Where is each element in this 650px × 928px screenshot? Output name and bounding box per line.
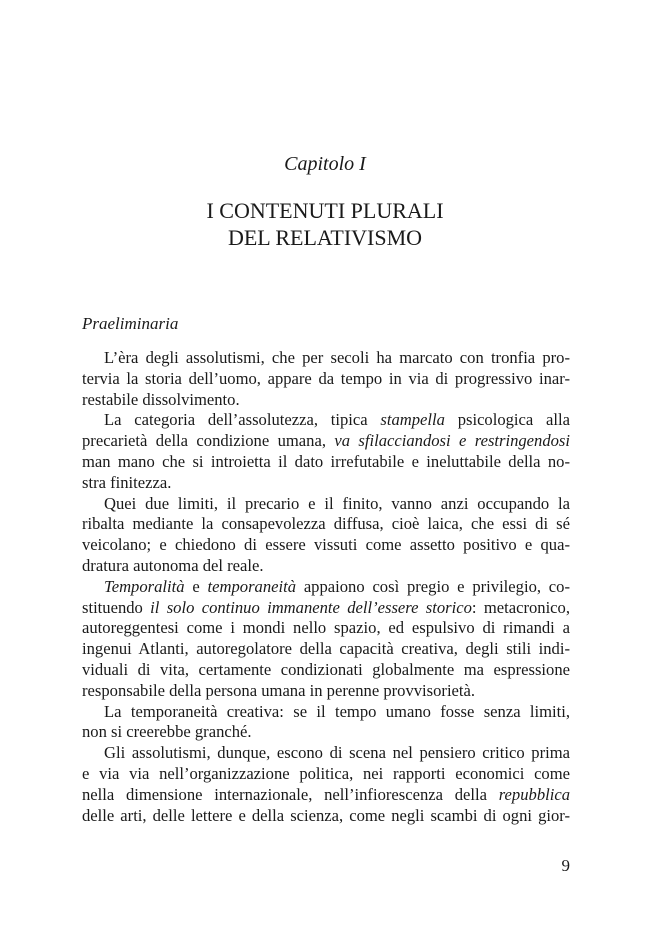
text-run: Quei due limiti, il precario e il finito, vanno anzi occupando la: [104, 493, 570, 513]
text-run: ribalta mediante la consapevolezza diffusa, cioè laica, che essi di sé: [82, 514, 570, 534]
text-line: [82, 598, 570, 619]
text-line: [82, 556, 570, 577]
text-run: man mano che si introietta il dato irrefutabile e ineluttabile della no-: [82, 451, 570, 471]
text-line: [82, 764, 570, 785]
text-line: [82, 577, 570, 598]
text-line: [82, 743, 570, 764]
italic-run: va sfilacciandosi e restringendosi: [334, 431, 570, 451]
page-number: 9: [561, 856, 570, 875]
text-line: [82, 618, 570, 639]
text-run: nella dimensione internazionale, nell’infiorescenza della: [82, 784, 499, 804]
text-run: veicolano; e chiedono di essere vissuti come assetto positivo e qua-: [82, 535, 570, 555]
text-line: [82, 722, 570, 743]
chapter-label: Capitolo I: [284, 153, 366, 175]
text-run: stra finitezza.: [82, 472, 172, 492]
section-title: Praeliminaria: [82, 314, 179, 333]
text-line: [82, 681, 570, 702]
italic-run: Temporalità: [104, 576, 185, 596]
text-run: La temporaneità creativa: se il tempo umano fosse senza limiti,: [104, 701, 570, 721]
body-text: [82, 348, 570, 826]
text-line: [82, 806, 570, 827]
italic-run: il solo continuo immanente dell’essere storico: [150, 597, 472, 617]
chapter-title: [0, 197, 650, 251]
text-line: [82, 410, 570, 431]
text-run: appaiono così pregio e privilegio, co-: [296, 576, 570, 596]
text-line: [82, 369, 570, 390]
text-line: [82, 473, 570, 494]
text-run: Gli assolutismi, dunque, escono di scena nel pensiero critico prima: [104, 743, 570, 763]
text-run: psicologica alla: [444, 410, 570, 430]
text-line: [82, 431, 570, 452]
text-run: L’èra degli assolutismi, che per secoli ha marcato con tronfia pro-: [104, 348, 570, 367]
text-line: [82, 702, 570, 723]
text-run: precarietà della condizione umana,: [82, 431, 335, 451]
chapter-title-line-2: DEL RELATIVISMO: [227, 225, 423, 250]
text-line: [82, 452, 570, 473]
text-run: stituendo: [82, 597, 151, 617]
text-run: e via via nell’organizzazione politica, nei rapporti economici come: [82, 763, 570, 783]
italic-run: temporaneità: [207, 576, 297, 596]
text-run: ingenui Atlanti, autoregolatore della capacità creativa, degli stili indi-: [82, 639, 570, 659]
text-run: tervia la storia dell’uomo, appare da tempo in via di progressivo inar-: [82, 368, 570, 388]
text-run: autoreggentesi come i mondi nello spazio, ed espulsivo di rimandi a: [82, 618, 570, 638]
text-run: responsabile della persona umana in perenne provvisorietà.: [82, 680, 476, 700]
text-run: non si creerebbe granché.: [82, 722, 252, 742]
text-run: dratura autonoma del reale.: [82, 555, 264, 575]
text-line: [82, 348, 570, 369]
text-line: [82, 494, 570, 515]
text-line: [82, 390, 570, 411]
text-run: e: [184, 576, 208, 596]
text-line: [82, 660, 570, 681]
chapter-title-line-1: I CONTENUTI PLURALI: [206, 198, 444, 223]
text-run: La categoria dell’assolutezza, tipica: [104, 410, 381, 430]
text-line: [82, 535, 570, 556]
text-run: viduali di vita, certamente condizionati globalmente ma espressione: [82, 659, 570, 679]
italic-run: repubblica: [498, 784, 570, 804]
text-run: delle arti, delle lettere e della scienza, come negli scambi di ogni gior-: [82, 805, 570, 825]
text-run: : metacronico,: [471, 597, 570, 617]
text-line: [82, 785, 570, 806]
italic-run: stampella: [380, 410, 445, 430]
text-line: [82, 514, 570, 535]
text-line: [82, 639, 570, 660]
text-run: restabile dissolvimento.: [82, 389, 240, 409]
